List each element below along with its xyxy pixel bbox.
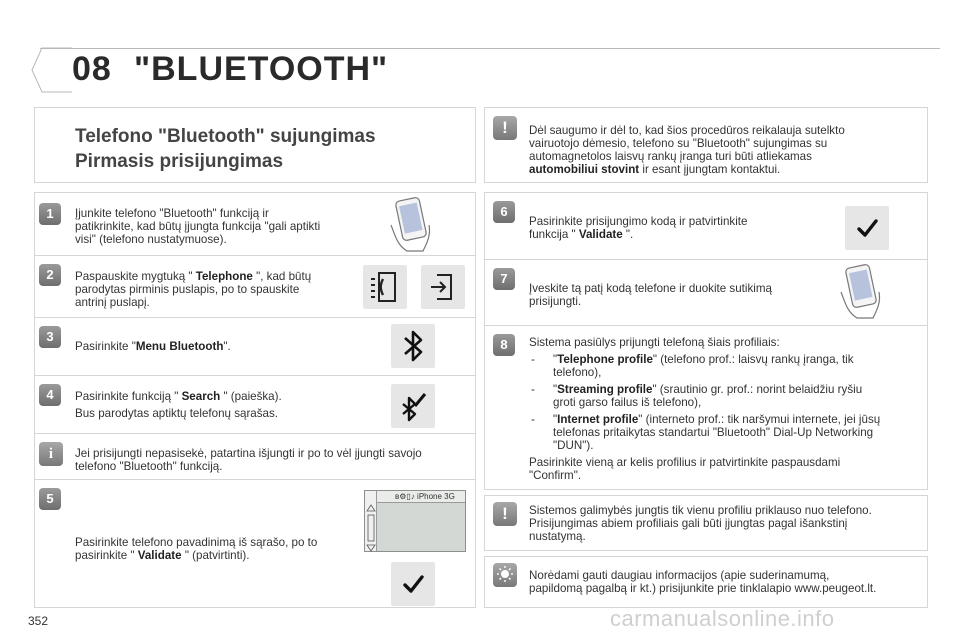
step-number-badge: 1 (39, 203, 61, 225)
step-number-badge: 3 (39, 326, 61, 348)
checkmark-icon (845, 206, 889, 250)
warning-icon: ! (493, 116, 517, 140)
phone-list-screen (364, 490, 466, 552)
step-number-badge: 7 (493, 268, 515, 290)
telephone-button[interactable] (363, 265, 407, 309)
section-subheading: Pirmasis prisijungimas (75, 151, 284, 172)
bluetooth-search-icon (391, 384, 435, 428)
info-text: Jei prisijungti nepasisekė, patartina išjungti ir po to vėl įjungti savojo telefono "Bluetooth" funkciją. (75, 447, 422, 473)
info-note (35, 433, 475, 479)
profile-warning-panel (484, 495, 928, 551)
checkmark-icon (391, 562, 435, 606)
page-title: "BLUETOOTH" (134, 50, 389, 88)
tip-text: Norėdami gauti daugiau informacijos (apie suderinamumą, papildomą pagalbą ir kt.) prisijunkite prie tinklalapio www.peugeot.lt. (529, 569, 877, 595)
step-number-badge: 6 (493, 201, 515, 223)
header-rule (40, 48, 940, 49)
step-4 (35, 375, 475, 433)
hand-phone-icon (835, 262, 889, 322)
step-number-badge: 8 (493, 334, 515, 356)
step-text: Pasirinkite funkciją " Search " (paieška). Bus parodytas aptiktų telefonų sąrašas. (75, 390, 282, 420)
section-heading: Telefono "Bluetooth" sujungimas (75, 126, 376, 147)
lightbulb-icon (493, 563, 517, 587)
hand-phone-icon (385, 195, 439, 255)
screen-scrollbar (365, 491, 377, 551)
step-2 (35, 255, 475, 317)
step-number-badge: 4 (39, 384, 61, 406)
step-text: Įveskite tą patį kodą telefone ir duokite sutikimą prisijungti. (529, 282, 772, 308)
watermark: carmanualsonline.info (610, 606, 835, 631)
header-corner-decoration (30, 40, 74, 100)
left-heading-panel (34, 107, 476, 183)
page-arrow-icon (421, 265, 465, 309)
step-text: Pasirinkite prisijungimo kodą ir patvirtinkite funkcija " Validate ". (529, 215, 748, 241)
secondary-page-button[interactable] (421, 265, 465, 309)
scroll-arrows-icon (365, 491, 377, 553)
step-3 (35, 317, 475, 375)
step-8 (485, 325, 927, 491)
step-text: Sistema pasiūlys prijungti telefoną šiais profiliais: - "Telephone profile" (telefono prof.: laisvų rankų įranga, tik telefono), - "Streaming profile" (srautinio gr. prof.: norint belaidžiu ryšiu groti garso failus iš telefono), - "Internet profile" (interneto prof.: tik naršymui internete, jei jūsų telefonas pritaikytas standartui "Bluetooth" Dial-Up Networking "DUN"). Pasirinkite vieną ar kelis profilius ir patvirtinkite paspausdami "Confirm". (529, 336, 881, 482)
lightbulb-glyph (493, 563, 517, 587)
bluetooth-icon (391, 324, 435, 368)
validate-button[interactable] (845, 206, 889, 250)
warning-text: Sistemos galimybės jungtis tik vienu profiliu priklauso nuo telefono. Prisijungimas abiem profiliais gali būti įjungtas pagal išankstinį nustatymą. (529, 504, 872, 543)
step-text: Įjunkite telefono "Bluetooth" funkciją ir patikrinkite, kad būtų įjungta funkcija "gali aptikti visi" (telefono nustatymuose). (75, 207, 321, 246)
step-number-badge: 5 (39, 488, 61, 510)
warning-icon: ! (493, 502, 517, 526)
bluetooth-status-icon: ʙ⚙▯♪ (395, 492, 418, 501)
info-icon: i (39, 442, 63, 466)
step-1 (35, 193, 475, 255)
safety-warning-panel (484, 107, 928, 183)
search-button[interactable] (391, 384, 435, 428)
step-text: Pasirinkite "Menu Bluetooth". (75, 340, 231, 353)
menu-bluetooth-button[interactable] (391, 324, 435, 368)
page-number: 352 (28, 614, 49, 628)
step-6 (485, 193, 927, 259)
screen-status-bar: ʙ⚙▯♪ iPhone 3G (365, 491, 465, 503)
step-text: Pasirinkite telefono pavadinimą iš sąrašo, po to pasirinkite " Validate " (patvirtinti). (75, 536, 318, 562)
validate-button[interactable] (391, 562, 435, 606)
right-steps-panel (484, 192, 928, 490)
tip-panel (484, 556, 928, 608)
telephone-icon (363, 265, 407, 309)
warning-text: Dėl saugumo ir dėl to, kad šios procedūros reikalauja sutelkto vairuotojo dėmesio, telefono su "Bluetooth" sujungimas su automagnetolos laisvų rankų įranga turi būti atliekamas automobiliui stovint ir esant įjungtam kontaktui. (529, 124, 845, 176)
step-text: Paspauskite mygtuką " Telephone ", kad būtų parodytas pirminis puslapis, po to spauskite antrinį puslapį. (75, 270, 312, 309)
chapter-number: 08 (72, 50, 112, 88)
step-number-badge: 2 (39, 264, 61, 286)
step-7 (485, 259, 927, 325)
